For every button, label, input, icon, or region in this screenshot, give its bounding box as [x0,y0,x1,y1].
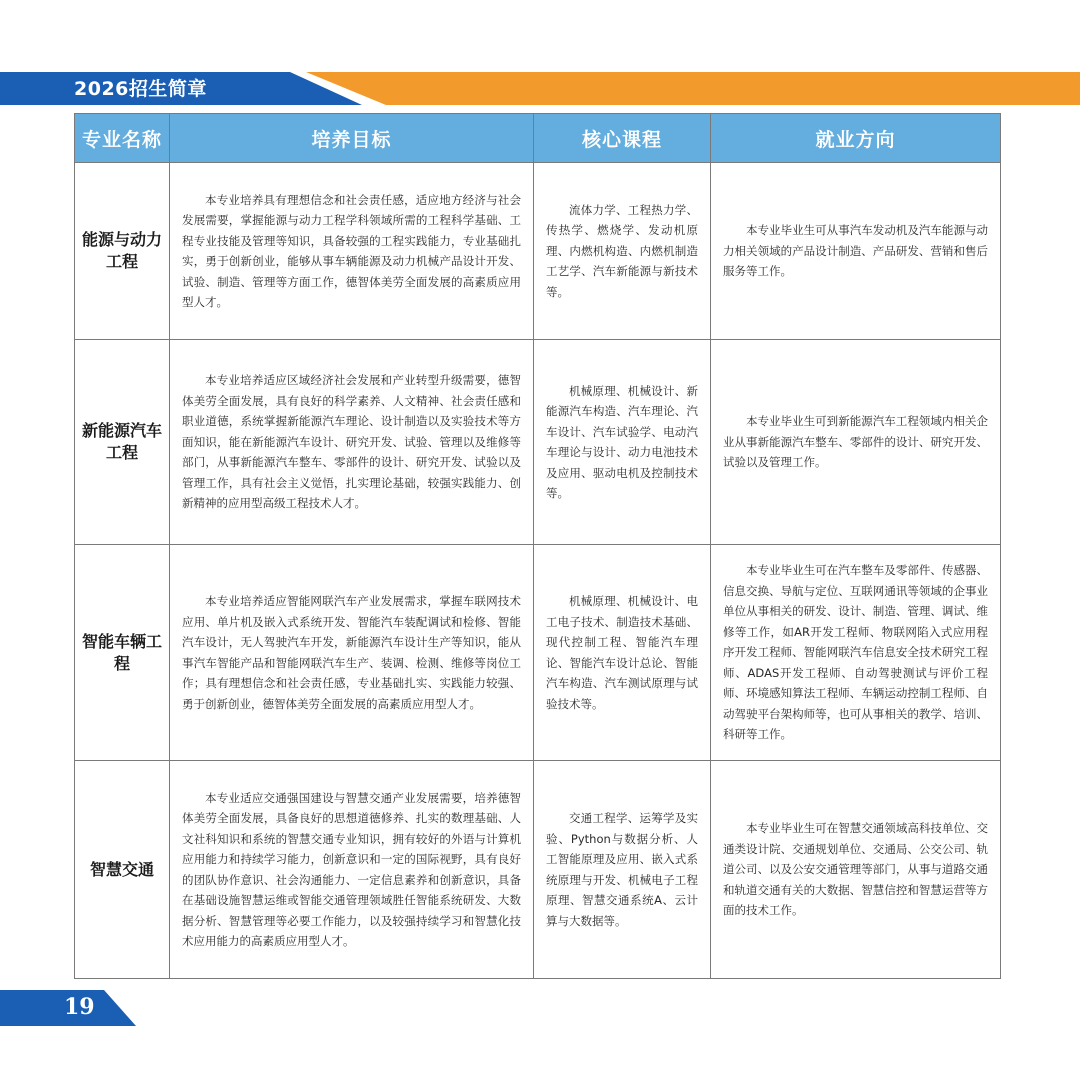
courses-text: 流体力学、工程热力学、传热学、燃烧学、发动机原理、内燃机构造、内燃机制造工艺学、汽车新能源与新技术等。 [546,202,698,299]
career-text: 本专业毕业生可从事汽车发动机及汽车能源与动力相关领域的产品设计制造、产品研发、营销和售后服务等工作。 [723,223,988,279]
career-text: 本专业毕业生可在智慧交通领域高科技单位、交通类设计院、交通规划单位、交通局、公交公司、轨道公司、以及公安交通管理等部门，从事与道路交通和轨道交通有关的大数据、智慧信控和智慧运营等方面的技术工作。 [723,821,988,918]
table-row [75,340,1001,545]
column-header-career: 就业方向 [711,114,1001,163]
table-body [75,163,1001,979]
career-cell [711,545,1001,761]
career-text: 本专业毕业生可在汽车整车及零部件、传感器、信息交换、导航与定位、互联网通讯等领域的企事业单位从事相关的研发、设计、制造、管理、调试、维修等工作，如AR开发工程师、物联网陷入式应用程序开发工程师、智能网联汽车信息安全技术研究工程师、ADAS开发工程师、自动驾驶测试与评价工程师、环境感知算法工程师、车辆运动控制工程师、自动驾驶平台架构师等，也可从事相关的教学、培训、科研等工作。 [723,563,988,742]
career-text: 本专业毕业生可到新能源汽车工程领域内相关企业从事新能源汽车整车、零部件的设计、研究开发、试验以及管理工作。 [723,414,988,470]
major-name: 智慧交通 [75,761,170,979]
table-header [75,114,1001,163]
courses-text: 机械原理、机械设计、电工电子技术、制造技术基础、现代控制工程、智能汽车理论、智能汽车设计总论、智能汽车构造、汽车测试原理与试验技术等。 [546,594,698,711]
majors-table-wrapper [74,113,1000,979]
page-number: 19 [64,994,95,1020]
column-header-major: 专业名称 [75,114,170,163]
banner-orange-stripe [300,72,1080,105]
table-row [75,761,1001,979]
goal-cell [170,761,534,979]
major-name: 智能车辆工程 [75,545,170,761]
column-header-goal: 培养目标 [170,114,534,163]
courses-text: 机械原理、机械设计、新能源汽车构造、汽车理论、汽车设计、汽车试验学、电动汽车理论与设计、动力电池技术及应用、驱动电机及控制技术等。 [546,383,698,500]
courses-cell [534,545,711,761]
career-cell [711,163,1001,340]
column-header-courses: 核心课程 [534,114,711,163]
courses-cell [534,163,711,340]
career-cell [711,340,1001,545]
goal-cell [170,163,534,340]
table-row [75,545,1001,761]
table-row [75,163,1001,340]
table-header-row [75,114,1001,163]
goal-text: 本专业培养适应智能网联汽车产业发展需求，掌握车联网技术应用、单片机及嵌入式系统开发、智能汽车装配调试和检修、智能汽车设计，无人驾驶汽车开发，新能源汽车设计生产等知识，能从事汽车智能产品和智能网联汽车生产、装调、检测、维修等岗位工作；具有理想信念和社会责任感，专业基础扎实、实践能力较强、勇于创新创业，德智体美劳全面发展的高素质应用型人才。 [182,594,521,711]
goal-text: 本专业培养适应区域经济社会发展和产业转型升级需要，德智体美劳全面发展，具有良好的科学素养、人文精神、社会责任感和职业道德，系统掌握新能源汽车理论、设计制造以及实验技术等方面知识，能在新能源汽车设计、研究开发、试验、管理以及维修等部门，从事新能源汽车整车、零部件的设计、研究开发、试验以及管理工作，具有社会主义觉悟，扎实理论基础，较强实践能力、创新精神的应用型高级工程技术人才。 [182,373,521,511]
goal-cell [170,545,534,761]
majors-table [74,113,1001,979]
courses-text: 交通工程学、运筹学及实验、Python与数据分析、人工智能原理及应用、嵌入式系统原理与开发、机械电子工程原理、智慧交通系统A、云计算与大数据等。 [546,811,698,928]
goal-cell [170,340,534,545]
courses-cell [534,761,711,979]
courses-cell [534,340,711,545]
major-name: 新能源汽车工程 [75,340,170,545]
goal-text: 本专业培养具有理想信念和社会责任感，适应地方经济与社会发展需要，掌握能源与动力工程学科领域所需的工程科学基础、工程专业技能及管理等知识，具备较强的工程实践能力，专业基础扎实，勇于创新创业，能够从事车辆能源及动力机械产品设计开发、试验、制造、管理等方面工作，德智体美劳全面发展的高素质应用型人才。 [182,192,521,309]
career-cell [711,761,1001,979]
major-name: 能源与动力工程 [75,163,170,340]
goal-text: 本专业适应交通强国建设与智慧交通产业发展需要，培养德智体美劳全面发展，具备良好的思想道德修养、扎实的数理基础、人文社科知识和系统的智慧交通专业知识，拥有较好的外语与计算机应用能力和持续学习能力，创新意识和一定的国际视野，具有良好的团队协作意识、社会沟通能力、一定信息素养和创新意识，具备在基础设施智慧运维或智能交通管理领域胜任智能系统研发、大数据分析、智慧管理等必要工作能力，以及较强持续学习和智慧化技术应用能力的高素质应用型人才。 [182,790,521,948]
page-title: 2026招生简章 [74,78,207,100]
